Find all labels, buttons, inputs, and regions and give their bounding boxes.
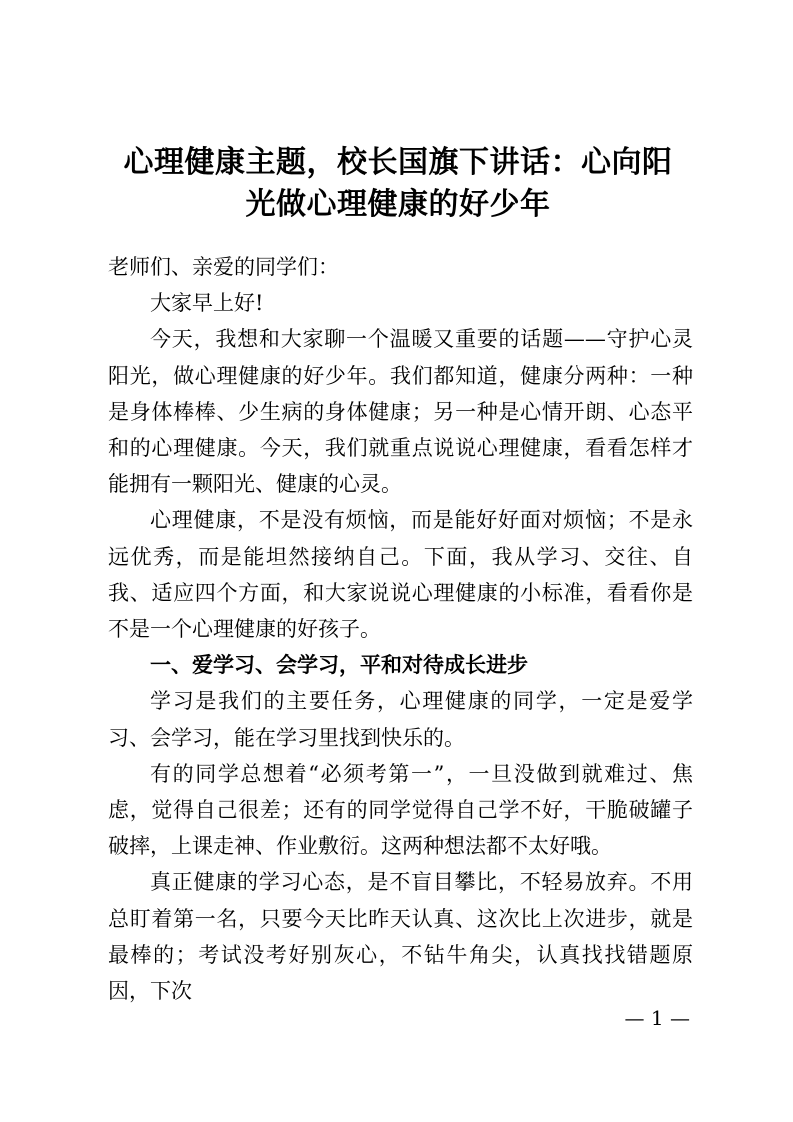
paragraph-definition: 心理健康，不是没有烦恼，而是能好好面对烦恼；不是永远优秀，而是能坦然接纳自己。下面，我从学习、交往、自我、适应四个方面，和大家说说心理健康的小标准，看看你是不是一个心理健康的好孩子。: [108, 508, 693, 642]
document-body: [108, 249, 693, 1009]
section-heading: 一、爱学习、会学习，平和对待成长进步: [150, 653, 528, 678]
paragraph-morning-greeting: 大家早上好!: [150, 291, 264, 316]
page-number: — 1 —: [624, 1006, 690, 1030]
section-paragraph: 有的同学总想着“必须考第一”，一旦没做到就难过、焦虑，觉得自己很差；还有的同学觉得自己学不好，干脆破罐子破摔，上课走神、作业敷衍。这两种想法都不太好哦。: [108, 761, 693, 859]
section-paragraph: 真正健康的学习心态，是不盲目攀比，不轻易放弃。不用总盯着第一名，只要今天比昨天认真、这次比上次进步，就是最棒的；考试没考好别灰心，不钻牛角尖，认真找找错题原因，下次: [108, 870, 693, 1004]
document-title: [98, 142, 698, 226]
title-line-1: 心理健康主题，校长国旗下讲话：心向阳: [123, 145, 673, 180]
paragraph-introduction: 今天，我想和大家聊一个温暖又重要的话题——守护心灵阳光，做心理健康的好少年。我们都知道，健康分两种：一种是身体棒棒、少生病的身体健康；另一种是心情开朗、心态平和的心理健康。今天，我们就重点说说心理健康，看看怎样才能拥有一颗阳光、健康的心灵。: [108, 327, 693, 497]
section-paragraph: 学习是我们的主要任务，心理健康的同学，一定是爱学习、会学习，能在学习里找到快乐的。: [108, 689, 693, 750]
greeting: 老师们、亲爱的同学们：: [108, 255, 339, 279]
title-line-2: 光做心理健康的好少年: [245, 187, 551, 222]
